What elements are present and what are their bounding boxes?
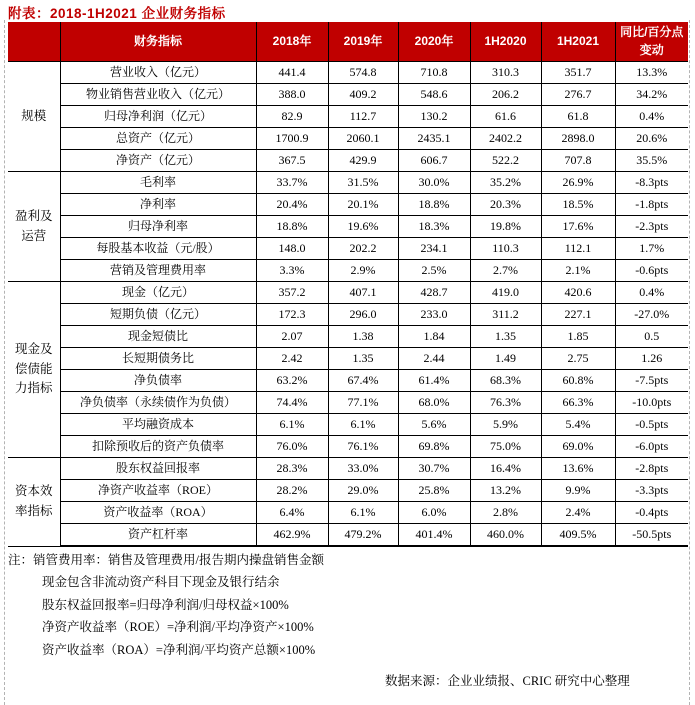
value-cell: 16.4% — [470, 458, 541, 480]
indicator-name-cell: 营业收入（亿元） — [60, 62, 256, 84]
value-cell: 20.1% — [328, 194, 398, 216]
value-cell: 18.8% — [256, 216, 328, 238]
value-cell: 206.2 — [470, 84, 541, 106]
value-cell: 13.6% — [541, 458, 615, 480]
value-cell: 17.6% — [541, 216, 615, 238]
value-cell: 82.9 — [256, 106, 328, 128]
value-cell: 460.0% — [470, 524, 541, 547]
change-value-cell: -50.5pts — [615, 524, 688, 547]
value-cell: 606.7 — [398, 150, 470, 172]
table-row — [8, 128, 688, 150]
value-cell: 707.8 — [541, 150, 615, 172]
value-cell: 2435.1 — [398, 128, 470, 150]
value-cell: 66.3% — [541, 392, 615, 414]
value-cell: 60.8% — [541, 370, 615, 392]
value-cell: 61.4% — [398, 370, 470, 392]
value-cell: 18.3% — [398, 216, 470, 238]
indicator-name-cell: 毛利率 — [60, 172, 256, 194]
table-row — [8, 238, 688, 260]
table-row — [8, 106, 688, 128]
value-cell: 351.7 — [541, 62, 615, 84]
change-value-cell: -3.3pts — [615, 480, 688, 502]
change-value-cell: -10.0pts — [615, 392, 688, 414]
value-cell: 61.8 — [541, 106, 615, 128]
value-cell: 19.6% — [328, 216, 398, 238]
footnote-line: 股东权益回报率=归母净利润/归母权益×100% — [42, 597, 289, 612]
value-cell: 2.44 — [398, 348, 470, 370]
change-value-cell: 13.3% — [615, 62, 688, 84]
value-cell: 2.42 — [256, 348, 328, 370]
value-cell: 5.4% — [541, 414, 615, 436]
value-cell: 76.0% — [256, 436, 328, 458]
value-cell: 69.8% — [398, 436, 470, 458]
change-value-cell: 35.5% — [615, 150, 688, 172]
indicator-name-cell: 营销及管理费用率 — [60, 260, 256, 282]
value-cell: 2.7% — [470, 260, 541, 282]
footnote-line: 净资产收益率（ROE）=净利润/平均净资产×100% — [42, 620, 314, 635]
column-header: 2019年 — [328, 22, 398, 62]
value-cell: 2.9% — [328, 260, 398, 282]
change-value-cell: -6.0pts — [615, 436, 688, 458]
change-value-cell: 0.4% — [615, 106, 688, 128]
value-cell: 110.3 — [470, 238, 541, 260]
table-row — [8, 392, 688, 414]
indicator-name-cell: 短期负债（亿元） — [60, 304, 256, 326]
value-cell: 420.6 — [541, 282, 615, 304]
value-cell: 419.0 — [470, 282, 541, 304]
table-row — [8, 216, 688, 238]
value-cell: 76.1% — [328, 436, 398, 458]
footnote-line: 现金包含非流动资产科目下现金及银行结余 — [42, 575, 280, 590]
value-cell: 3.3% — [256, 260, 328, 282]
change-value-cell: -2.3pts — [615, 216, 688, 238]
value-cell: 28.3% — [256, 458, 328, 480]
value-cell: 310.3 — [470, 62, 541, 84]
value-cell: 1.35 — [470, 326, 541, 348]
change-value-cell: 1.26 — [615, 348, 688, 370]
value-cell: 6.4% — [256, 502, 328, 524]
value-cell: 63.2% — [256, 370, 328, 392]
value-cell: 2402.2 — [470, 128, 541, 150]
value-cell: 2.5% — [398, 260, 470, 282]
data-source: 数据来源：企业业绩报、CRIC 研究中心整理 — [385, 674, 630, 688]
change-value-cell: -2.8pts — [615, 458, 688, 480]
value-cell: 441.4 — [256, 62, 328, 84]
value-cell: 33.7% — [256, 172, 328, 194]
value-cell: 2.07 — [256, 326, 328, 348]
column-header: 1H2020 — [470, 22, 541, 62]
value-cell: 67.4% — [328, 370, 398, 392]
indicator-name-cell: 扣除预收后的资产负债率 — [60, 436, 256, 458]
value-cell: 311.2 — [470, 304, 541, 326]
change-value-cell: -0.4pts — [615, 502, 688, 524]
financial-indicators-table — [8, 22, 688, 547]
value-cell: 234.1 — [398, 238, 470, 260]
value-cell: 522.2 — [470, 150, 541, 172]
value-cell: 428.7 — [398, 282, 470, 304]
group-label: 资本效率指标 — [8, 458, 60, 547]
value-cell: 112.7 — [328, 106, 398, 128]
indicator-name-cell: 净负债率 — [60, 370, 256, 392]
table-row — [8, 370, 688, 392]
indicator-name-cell: 资产杠杆率 — [60, 524, 256, 547]
value-cell: 2.4% — [541, 502, 615, 524]
value-cell: 172.3 — [256, 304, 328, 326]
indicator-name-cell: 现金（亿元） — [60, 282, 256, 304]
table-row — [8, 172, 688, 194]
indicator-name-cell: 净利率 — [60, 194, 256, 216]
value-cell: 6.1% — [328, 414, 398, 436]
value-cell: 75.0% — [470, 436, 541, 458]
table-row — [8, 282, 688, 304]
change-value-cell: -0.5pts — [615, 414, 688, 436]
indicator-name-cell: 归母净利率 — [60, 216, 256, 238]
value-cell: 6.1% — [328, 502, 398, 524]
value-cell: 1.38 — [328, 326, 398, 348]
indicator-name-cell: 净资产（亿元） — [60, 150, 256, 172]
table-row — [8, 436, 688, 458]
value-cell: 112.1 — [541, 238, 615, 260]
value-cell: 6.1% — [256, 414, 328, 436]
value-cell: 77.1% — [328, 392, 398, 414]
change-value-cell: 34.2% — [615, 84, 688, 106]
indicator-name-cell: 物业销售营业收入（亿元） — [60, 84, 256, 106]
indicator-name-cell: 平均融资成本 — [60, 414, 256, 436]
footnote-line: 注：销管费用率：销售及管理费用/报告期内操盘销售金额 — [8, 553, 324, 567]
value-cell: 1700.9 — [256, 128, 328, 150]
value-cell: 401.4% — [398, 524, 470, 547]
table-row — [8, 62, 688, 84]
value-cell: 233.0 — [398, 304, 470, 326]
table-row — [8, 524, 688, 547]
value-cell: 61.6 — [470, 106, 541, 128]
table-row — [8, 348, 688, 370]
value-cell: 357.2 — [256, 282, 328, 304]
value-cell: 296.0 — [328, 304, 398, 326]
value-cell: 429.9 — [328, 150, 398, 172]
value-cell: 2.75 — [541, 348, 615, 370]
change-value-cell: -1.8pts — [615, 194, 688, 216]
value-cell: 409.2 — [328, 84, 398, 106]
value-cell: 26.9% — [541, 172, 615, 194]
column-header: 财务指标 — [60, 22, 256, 62]
indicator-name-cell: 净资产收益率（ROE） — [60, 480, 256, 502]
table-row — [8, 458, 688, 480]
value-cell: 9.9% — [541, 480, 615, 502]
value-cell: 2060.1 — [328, 128, 398, 150]
value-cell: 148.0 — [256, 238, 328, 260]
value-cell: 462.9% — [256, 524, 328, 547]
footnote-line: 资产收益率（ROA）=净利润/平均资产总额×100% — [42, 642, 316, 657]
value-cell: 5.6% — [398, 414, 470, 436]
indicator-name-cell: 资产收益率（ROA） — [60, 502, 256, 524]
corner-header-cell — [8, 22, 60, 62]
indicator-name-cell: 净负债率（永续债作为负债） — [60, 392, 256, 414]
table-row — [8, 480, 688, 502]
change-value-cell: -0.6pts — [615, 260, 688, 282]
table-body — [8, 62, 688, 547]
value-cell: 6.0% — [398, 502, 470, 524]
footnotes — [8, 549, 568, 661]
table-row — [8, 502, 688, 524]
group-label: 盈利及运营 — [8, 172, 60, 282]
value-cell: 227.1 — [541, 304, 615, 326]
change-value-cell: 20.6% — [615, 128, 688, 150]
value-cell: 28.2% — [256, 480, 328, 502]
value-cell: 35.2% — [470, 172, 541, 194]
table-row — [8, 304, 688, 326]
table-row — [8, 326, 688, 348]
value-cell: 388.0 — [256, 84, 328, 106]
value-cell: 30.7% — [398, 458, 470, 480]
column-header: 2018年 — [256, 22, 328, 62]
value-cell: 20.3% — [470, 194, 541, 216]
value-cell: 25.8% — [398, 480, 470, 502]
indicator-name-cell: 每股基本收益（元/股） — [60, 238, 256, 260]
header-row — [8, 22, 688, 62]
indicator-name-cell: 归母净利润（亿元） — [60, 106, 256, 128]
value-cell: 31.5% — [328, 172, 398, 194]
group-label: 现金及偿债能力指标 — [8, 282, 60, 458]
value-cell: 2.8% — [470, 502, 541, 524]
table-row — [8, 150, 688, 172]
value-cell: 574.8 — [328, 62, 398, 84]
column-header: 2020年 — [398, 22, 470, 62]
value-cell: 479.2% — [328, 524, 398, 547]
value-cell: 130.2 — [398, 106, 470, 128]
value-cell: 33.0% — [328, 458, 398, 480]
value-cell: 1.85 — [541, 326, 615, 348]
change-value-cell: 0.5 — [615, 326, 688, 348]
value-cell: 710.8 — [398, 62, 470, 84]
value-cell: 2898.0 — [541, 128, 615, 150]
value-cell: 1.35 — [328, 348, 398, 370]
value-cell: 367.5 — [256, 150, 328, 172]
value-cell: 18.8% — [398, 194, 470, 216]
column-header: 1H2021 — [541, 22, 615, 62]
indicator-name-cell: 长短期债务比 — [60, 348, 256, 370]
table-row — [8, 260, 688, 282]
indicator-name-cell: 总资产（亿元） — [60, 128, 256, 150]
value-cell: 1.84 — [398, 326, 470, 348]
change-value-cell: -27.0% — [615, 304, 688, 326]
group-label: 规模 — [8, 62, 60, 172]
change-value-cell: -8.3pts — [615, 172, 688, 194]
table-row — [8, 414, 688, 436]
indicator-name-cell: 股东权益回报率 — [60, 458, 256, 480]
page-break-line-left — [4, 20, 5, 705]
value-cell: 2.1% — [541, 260, 615, 282]
page-title: 附表：2018-1H2021 企业财务指标 — [8, 6, 226, 21]
value-cell: 548.6 — [398, 84, 470, 106]
value-cell: 407.1 — [328, 282, 398, 304]
value-cell: 18.5% — [541, 194, 615, 216]
value-cell: 20.4% — [256, 194, 328, 216]
value-cell: 276.7 — [541, 84, 615, 106]
column-header: 同比/百分点变动 — [615, 22, 688, 62]
table-header — [8, 22, 688, 62]
page-break-line-right — [689, 20, 690, 705]
value-cell: 68.0% — [398, 392, 470, 414]
change-value-cell: 1.7% — [615, 238, 688, 260]
value-cell: 409.5% — [541, 524, 615, 547]
value-cell: 69.0% — [541, 436, 615, 458]
value-cell: 29.0% — [328, 480, 398, 502]
table-row — [8, 194, 688, 216]
value-cell: 13.2% — [470, 480, 541, 502]
value-cell: 30.0% — [398, 172, 470, 194]
value-cell: 202.2 — [328, 238, 398, 260]
value-cell: 76.3% — [470, 392, 541, 414]
value-cell: 1.49 — [470, 348, 541, 370]
change-value-cell: 0.4% — [615, 282, 688, 304]
indicator-name-cell: 现金短债比 — [60, 326, 256, 348]
value-cell: 5.9% — [470, 414, 541, 436]
value-cell: 68.3% — [470, 370, 541, 392]
value-cell: 74.4% — [256, 392, 328, 414]
table-row — [8, 84, 688, 106]
value-cell: 19.8% — [470, 216, 541, 238]
change-value-cell: -7.5pts — [615, 370, 688, 392]
